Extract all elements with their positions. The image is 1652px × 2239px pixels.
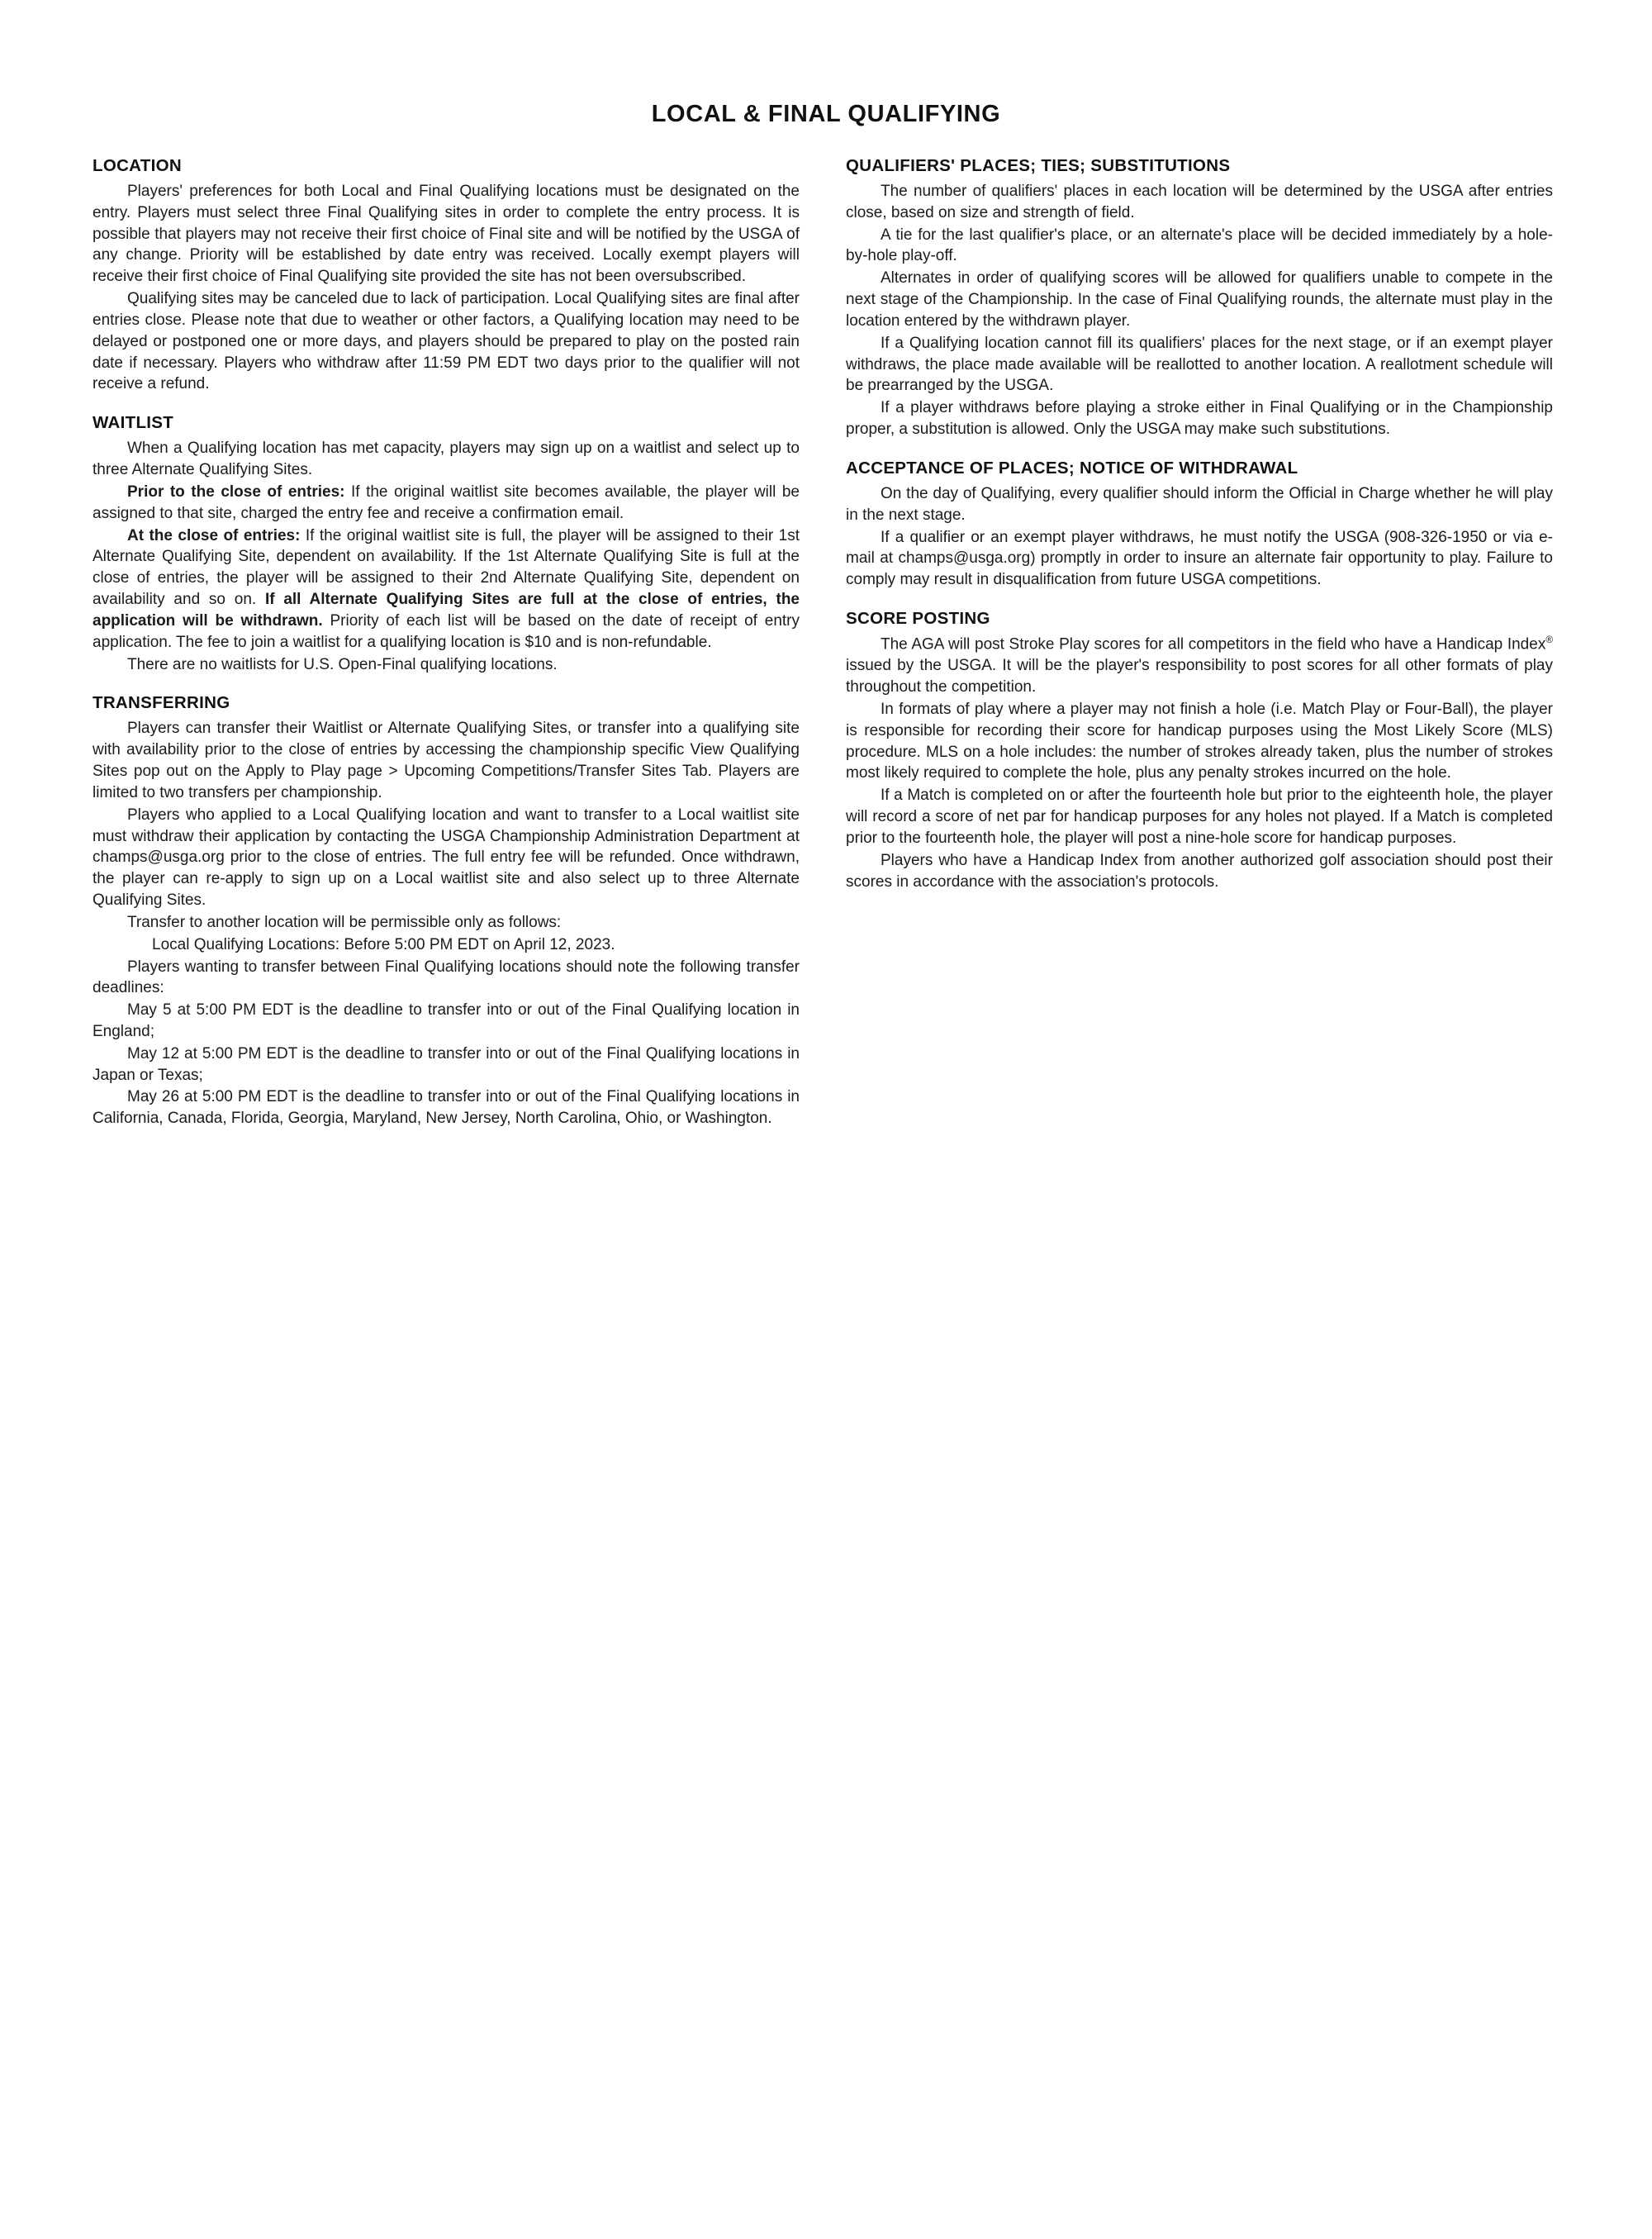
section-heading-score-posting: SCORE POSTING	[846, 609, 990, 629]
page-title: LOCAL & FINAL QUALIFYING	[651, 101, 1001, 127]
paragraph: Players wanting to transfer between Final Qualifying locations should note the following transfer deadlines:	[93, 958, 800, 997]
paragraph: If a Match is completed on or after the fourteenth hole but prior to the eighteenth hole, the player will record a score of net par for handicap purposes for any holes not played. If a Match is completed prior to the fourteenth hole, the player will post a nine-hole score for handicap purposes.	[846, 787, 1553, 847]
paragraph: Prior to the close of entries: If the original waitlist site becomes available, the player will be assigned to that site, charged the entry fee and receive a confirmation email.	[93, 483, 800, 522]
paragraph: Alternates in order of qualifying scores will be allowed for qualifiers unable to compete in the next stage of the Championship. In the case of Final Qualifying rounds, the alternate must play in the location entered by the withdrawn player.	[846, 269, 1553, 330]
paragraph: May 5 at 5:00 PM EDT is the deadline to transfer into or out of the Final Qualifying location in England;	[93, 1001, 800, 1040]
paragraph: There are no waitlists for U.S. Open-Final qualifying locations.	[127, 655, 558, 673]
right-column	[846, 156, 1553, 1130]
paragraph: In formats of play where a player may not finish a hole (i.e. Match Play or Four-Ball), the player is responsible for recording their score for handicap purposes using the Most Likely Score (MLS) procedure. MLS on a hole includes: the number of strokes already taken, plus the number of strokes most likely required to complete the hole, plus any penalty strokes incurred on the hole.	[846, 700, 1553, 782]
paragraph: Players who applied to a Local Qualifying location and want to transfer to a Local waitlist site must withdraw their application by contacting the USGA Championship Administration Department at champs@usga.org prior to the close of entries. The full entry fee will be refunded. Once withdrawn, the player can re-apply to sign up on a Local waitlist site and also select up to three Alternate Qualifying Sites.	[93, 806, 800, 910]
left-column	[93, 156, 800, 1130]
two-column-body	[93, 156, 1559, 1130]
paragraph: A tie for the last qualifier's place, or an alternate's place will be decided immediately by a hole-by-hole play-off.	[846, 226, 1553, 265]
paragraph: Local Qualifying Locations: Before 5:00 PM EDT on April 12, 2023.	[152, 935, 615, 953]
section-heading-transferring: TRANSFERRING	[93, 693, 230, 713]
paragraph: Qualifying sites may be canceled due to lack of participation. Local Qualifying sites are final after entries close. Please note that due to weather or other factors, a Qualifying location may need to be delayed or postponed one or more days, and players should be prepared to play on the posted rain date if necessary. Players who withdraw after 11:59 PM EDT two days prior to the qualifier will not receive a refund.	[93, 290, 800, 393]
paragraph: Players who have a Handicap Index from another authorized golf association should post their scores in accordance with the association's protocols.	[846, 851, 1553, 891]
section-heading-waitlist: WAITLIST	[93, 413, 174, 433]
paragraph: Transfer to another location will be permissible only as follows:	[127, 913, 562, 931]
paragraph: May 12 at 5:00 PM EDT is the deadline to transfer into or out of the Final Qualifying locations in Japan or Texas;	[93, 1044, 800, 1084]
paragraph: If a Qualifying location cannot fill its qualifiers' places for the next stage, or if an exempt player withdraws, the place made available will be reallotted to another location. A reallotment schedule will be prearranged by the USGA.	[846, 334, 1553, 395]
section-heading-acceptance-of-places: ACCEPTANCE OF PLACES; NOTICE OF WITHDRAWAL	[846, 458, 1298, 478]
paragraph: On the day of Qualifying, every qualifier should inform the Official in Charge whether he will play in the next stage.	[846, 484, 1553, 524]
document-page	[0, 101, 1652, 2239]
paragraph: Players' preferences for both Local and Final Qualifying locations must be designated on the entry. Players must select three Final Qualifying sites in order to complete the entry process. It is possible that players may not receive their first choice of Final site and will be notified by the USGA of any change. Priority will be established by date entry was received. Locally exempt players will receive their first choice of Final Qualifying site provided the site has not been oversubscribed.	[93, 183, 800, 286]
paragraph: Players can transfer their Waitlist or Alternate Qualifying Sites, or transfer into a qualifying site with availability prior to the close of entries by accessing the championship specific View Qualifying Sites pop out on the Apply to Play page > Upcoming Competitions/Transfer Sites Tab. Players are limited to two transfers per championship.	[93, 720, 800, 801]
paragraph: At the close of entries: If the original waitlist site is full, the player will be assigned to their 1st Alternate Qualifying Site, dependent on availability. If the 1st Alternate Qualifying Site is full at the close of entries, the player will be assigned to their 2nd Alternate Qualifying Site, dependent on availability and so on. If all Alternate Qualifying Sites are full at the close of entries, the application will be withdrawn. Priority of each list will be based on the date of receipt of entry application. The fee to join a waitlist for a qualifying location is $10 and is non-refundable.	[93, 526, 800, 651]
paragraph: When a Qualifying location has met capacity, players may sign up on a waitlist and select up to three Alternate Qualifying Sites.	[93, 440, 800, 479]
paragraph: May 26 at 5:00 PM EDT is the deadline to transfer into or out of the Final Qualifying locations in California, Canada, Florida, Georgia, Maryland, New Jersey, North Carolina, Ohio, or Washington.	[93, 1088, 800, 1128]
section-heading-qualifiers-places: QUALIFIERS' PLACES; TIES; SUBSTITUTIONS	[846, 156, 1231, 175]
paragraph: The number of qualifiers' places in each location will be determined by the USGA after entries close, based on size and strength of field.	[846, 183, 1553, 221]
paragraph: If a qualifier or an exempt player withdraws, he must notify the USGA (908-326-1950 or via e-mail at champs@usga.org) promptly in order to insure an alternate fair opportunity to play. Failure to comply may result in disqualification from future USGA competitions.	[846, 528, 1553, 589]
section-heading-location: LOCATION	[93, 156, 182, 175]
paragraph: The AGA will post Stroke Play scores for all competitors in the field who have a Handicap Index® issued by the USGA. It will be the player's responsibility to post scores for all other formats of play throughout the competition.	[846, 635, 1553, 696]
paragraph: If a player withdraws before playing a stroke either in Final Qualifying or in the Championship proper, a substitution is allowed. Only the USGA may make such substitutions.	[846, 399, 1553, 439]
